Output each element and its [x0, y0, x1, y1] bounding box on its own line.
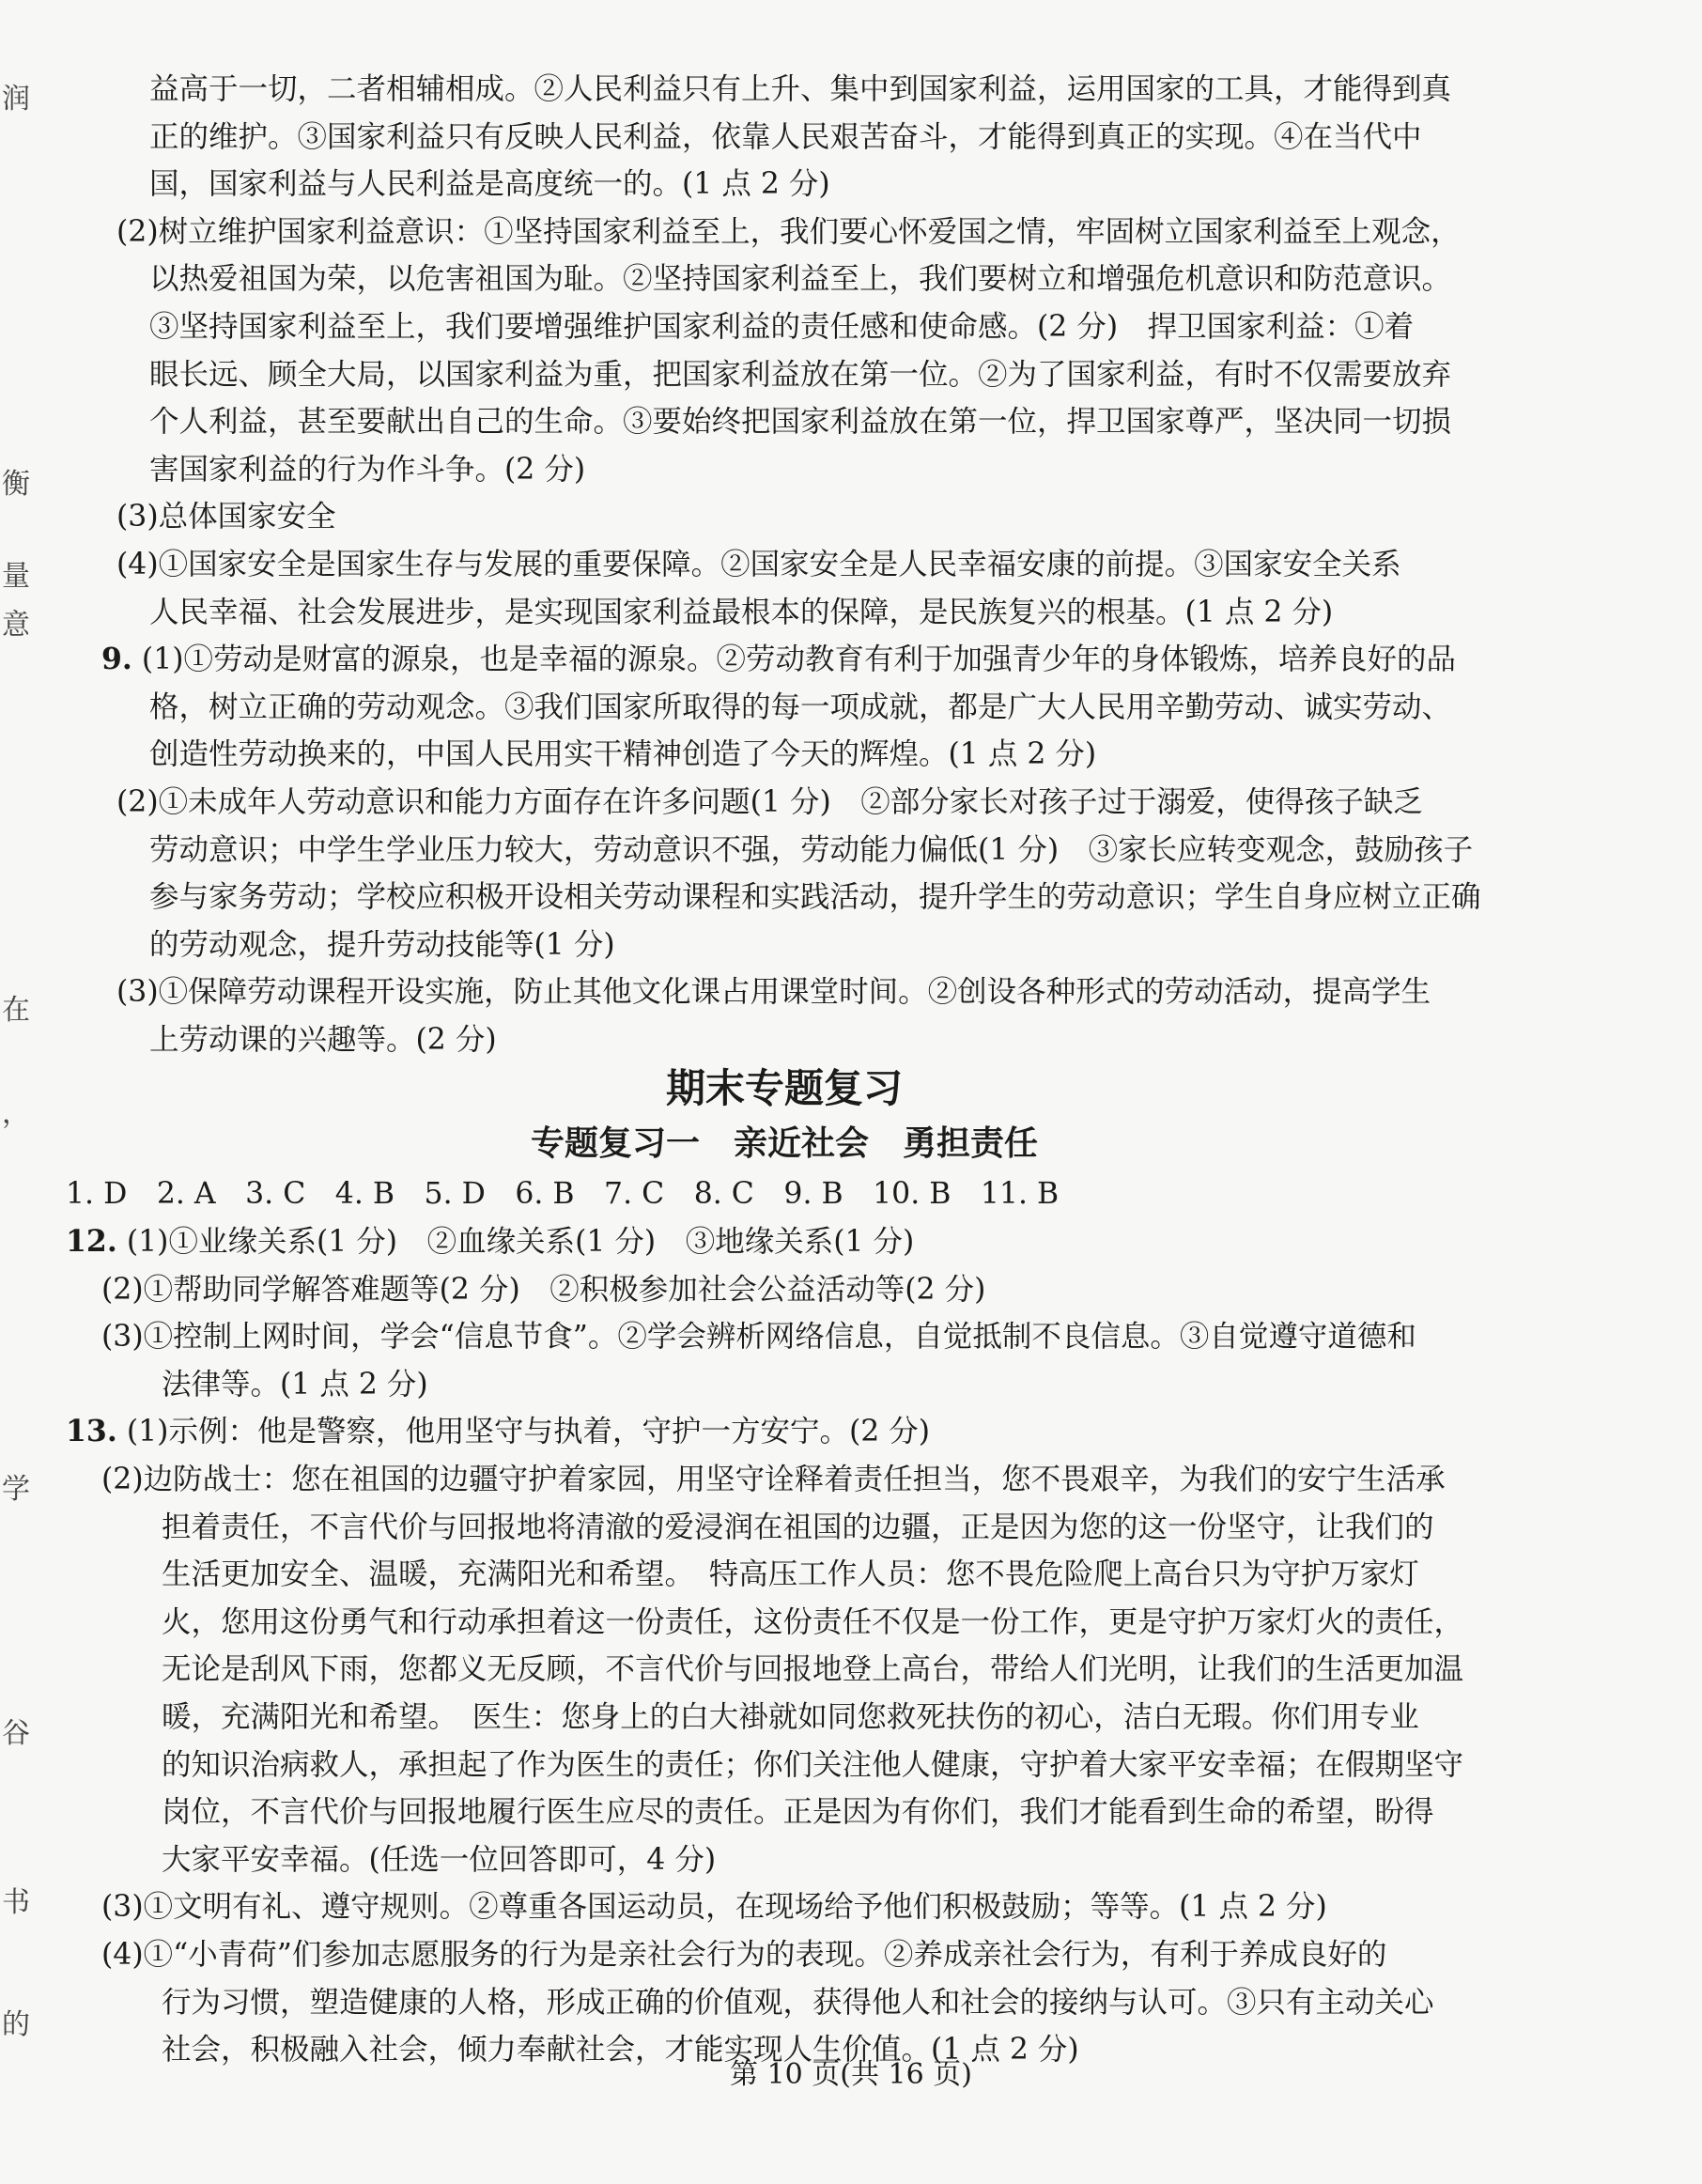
- answer-line: [66, 446, 1503, 494]
- answer-line: [66, 1836, 1503, 1884]
- answer-line: [66, 874, 1503, 922]
- answer-text: 的知识治病救人，承担起了作为医生的责任；你们关注他人健康，守护着大家平安幸福；在假期坚守: [162, 1747, 1464, 1782]
- answer-text: 国，国家利益与人民利益是高度统一的。(1 点 2 分): [149, 167, 830, 202]
- answer-line: [66, 1551, 1503, 1599]
- answer-text: 生活更加安全、温暖，充满阳光和希望。 特高压工作人员：您不畏危险爬上高台只为守护万家灯: [162, 1557, 1419, 1592]
- answer-text: 上劳动课的兴趣等。(2 分): [149, 1022, 497, 1057]
- answer-text: 以热爱祖国为荣，以危害祖国为耻。②坚持国家利益至上，我们要树立和增强危机意识和防范意识。: [149, 262, 1452, 297]
- edge-mark: 量: [2, 560, 30, 593]
- answer-line: [66, 1266, 1503, 1314]
- answer-line: [66, 636, 1503, 684]
- page-footer: 第 10 页(共 16 页): [730, 2058, 972, 2091]
- answer-text: (4)①国家安全是国家生存与发展的重要保障。②国家安全是人民幸福安康的前提。③国家安全关系: [116, 547, 1401, 581]
- answer-line: [66, 1016, 1503, 1064]
- answer-text: (1)①业缘关系(1 分) ②血缘关系(1 分) ③地缘关系(1 分): [116, 1225, 915, 1260]
- answer-text: (2)①未成年人劳动意识和能力方面存在许多问题(1 分) ②部分家长对孩子过于溺爱，使得孩子缺乏: [116, 784, 1423, 819]
- answer-line: [66, 1361, 1503, 1409]
- answer-line: [66, 1170, 1503, 1218]
- answer-line: [66, 1504, 1503, 1552]
- answer-line: [66, 1694, 1503, 1742]
- answer-line: [66, 1789, 1503, 1836]
- answer-text: ③坚持国家利益至上，我们要增强维护国家利益的责任感和使命感。(2 分) 捍卫国家利益：①着: [149, 309, 1415, 344]
- answer-text: 个人利益，甚至要献出自己的生命。③要始终把国家利益放在第一位，捍卫国家尊严，坚决同一切损: [149, 405, 1452, 440]
- answer-text: 法律等。(1 点 2 分): [162, 1367, 428, 1402]
- section-title: 专题复习一 亲近社会 勇担责任: [530, 1124, 1038, 1164]
- answer-line: [66, 922, 1503, 969]
- answer-line: [66, 351, 1503, 399]
- answer-text: (3)①文明有礼、遵守规则。②尊重各国运动员，在现场给予他们积极鼓励；等等。(1 点 2 分): [101, 1890, 1327, 1925]
- section-answers-bottom: [66, 1170, 1503, 2073]
- answer-text: 益高于一切，二者相辅相成。②人民利益只有上升、集中到国家利益，运用国家的工具，才能得到真: [149, 72, 1452, 106]
- question-number: 13.: [66, 1414, 117, 1449]
- answer-text: 的劳动观念，提升劳动技能等(1 分): [149, 927, 615, 962]
- answer-line: [66, 1218, 1503, 1266]
- answer-page: [66, 66, 1503, 2074]
- answer-line: [66, 779, 1503, 827]
- answer-line: [66, 1979, 1503, 2027]
- answer-line: [66, 731, 1503, 779]
- answer-line: [66, 114, 1503, 162]
- edge-mark: 书: [2, 1886, 30, 1919]
- answer-line: [66, 684, 1503, 732]
- left-edge-marks: [0, 0, 38, 2184]
- answer-text: 火，您用这份勇气和行动承担着这一份责任，这份责任不仅是一份工作，更是守护万家灯火的责任，: [162, 1604, 1464, 1639]
- answer-text: 害国家利益的行为作斗争。(2 分): [149, 452, 586, 487]
- answer-text: 人民幸福、社会发展进步，是实现国家利益最根本的保障，是民族复兴的根基。(1 点 2 分): [149, 595, 1334, 629]
- answer-line: [66, 968, 1503, 1016]
- answer-text: 担着责任，不言代价与回报地将清澈的爱浸润在祖国的边疆，正是因为您的这一份坚守，让我们的: [162, 1510, 1434, 1544]
- answer-text: (4)①“小青荷”们参加志愿服务的行为是亲社会行为的表现。②养成亲社会行为，有利于养成良好的: [101, 1937, 1387, 1972]
- answer-line: [66, 66, 1503, 114]
- answer-text: (2)边防战士：您在祖国的边疆守护着家园，用坚守诠释着责任担当，您不畏艰辛，为我们的安宁生活承: [101, 1463, 1446, 1497]
- answer-line: [66, 161, 1503, 209]
- question-number: 12.: [66, 1224, 117, 1260]
- answer-text: (3)①保障劳动课程开设实施，防止其他文化课占用课堂时间。②创设各种形式的劳动活动，提高学生: [116, 975, 1431, 1010]
- section-answers-top: [66, 66, 1503, 1063]
- question-number: 9.: [101, 642, 132, 677]
- answer-text: 无论是刮风下雨，您都义无反顾，不言代价与回报地登上高台，带给人们光明，让我们的生活更加温: [162, 1652, 1464, 1687]
- answer-line: [66, 1599, 1503, 1647]
- answer-text: 岗位，不言代价与回报地履行医生应尽的责任。正是因为有你们，我们才能看到生命的希望，盼得: [162, 1795, 1434, 1830]
- edge-mark: 的: [2, 2008, 30, 2041]
- answer-text: 1. D 2. A 3. C 4. B 5. D 6. B 7. C 8. C 9. B 10. B 11. B: [66, 1177, 1060, 1212]
- answer-line: [66, 256, 1503, 303]
- answer-line: [66, 827, 1503, 875]
- answer-line: [66, 1408, 1503, 1456]
- answer-text: 正的维护。③国家利益只有反映人民利益，依靠人民艰苦奋斗，才能得到真正的实现。④在当代中: [149, 119, 1422, 154]
- edge-mark: 意: [2, 609, 30, 642]
- answer-line: [66, 1742, 1503, 1789]
- edge-mark: 润: [2, 83, 30, 116]
- answer-text: 眼长远、顾全大局，以国家利益为重，把国家利益放在第一位。②为了国家利益，有时不仅需要放弃: [149, 357, 1452, 392]
- answer-text: 创造性劳动换来的，中国人民用实干精神创造了今天的辉煌。(1 点 2 分): [149, 737, 1097, 772]
- answer-line: [66, 1313, 1503, 1361]
- edge-mark: 在: [2, 994, 30, 1027]
- answer-line: [66, 1883, 1503, 1931]
- answer-line: [66, 1456, 1503, 1504]
- edge-mark: ，: [2, 1097, 30, 1130]
- answer-line: [66, 493, 1503, 541]
- answer-line: [66, 398, 1503, 446]
- answer-text: 大家平安幸福。(任选一位回答即可，4 分): [162, 1842, 717, 1877]
- answer-text: (2)树立维护国家利益意识：①坚持国家利益至上，我们要心怀爱国之情，牢固树立国家利益至上观念，: [116, 214, 1461, 249]
- answer-text: 行为习惯，塑造健康的人格，形成正确的价值观，获得他人和社会的接纳与认可。③只有主动关心: [162, 1985, 1434, 2020]
- answer-text: 暖，充满阳光和希望。 医生：您身上的白大褂就如同您救死扶伤的初心，洁白无瑕。你们用专业: [162, 1700, 1419, 1734]
- answer-line: [66, 303, 1503, 351]
- answer-text: (1)示例：他是警察，他用坚守与执着，守护一方安宁。(2 分): [116, 1415, 931, 1449]
- answer-line: [66, 541, 1503, 589]
- edge-mark: 学: [2, 1473, 30, 1506]
- answer-line: [66, 589, 1503, 637]
- answer-line: [66, 209, 1503, 256]
- answer-text: (1)①劳动是财富的源泉，也是幸福的源泉。②劳动教育有利于加强青少年的身体锻炼，培养良好的品: [132, 643, 1457, 677]
- answer-text: (2)①帮助同学解答难题等(2 分) ②积极参加社会公益活动等(2 分): [101, 1272, 986, 1307]
- answer-text: (3)总体国家安全: [116, 500, 336, 534]
- edge-mark: 谷: [2, 1717, 30, 1750]
- answer-line: [66, 1931, 1503, 1979]
- answer-text: 格，树立正确的劳动观念。③我们国家所取得的每一项成就，都是广大人民用辛勤劳动、诚实劳动、: [149, 689, 1452, 724]
- answer-text: 参与家务劳动；学校应积极开设相关劳动课程和实践活动，提升学生的劳动意识；学生自身应树立正确: [149, 880, 1481, 915]
- answer-line: [66, 1646, 1503, 1694]
- answer-text: (3)①控制上网时间，学会“信息节食”。②学会辨析网络信息，自觉抵制不良信息。③自觉遵守道德和: [101, 1320, 1416, 1355]
- edge-mark: 衡: [2, 468, 30, 501]
- answer-text: 劳动意识；中学生学业压力较大，劳动意识不强，劳动能力偏低(1 分) ③家长应转变观念，鼓励孩子: [149, 832, 1474, 867]
- page-title: 期末专题复习: [665, 1065, 903, 1112]
- answer-text: 社会，积极融入社会，倾力奉献社会，才能实现人生价值。(1 点 2 分): [162, 2033, 1079, 2068]
